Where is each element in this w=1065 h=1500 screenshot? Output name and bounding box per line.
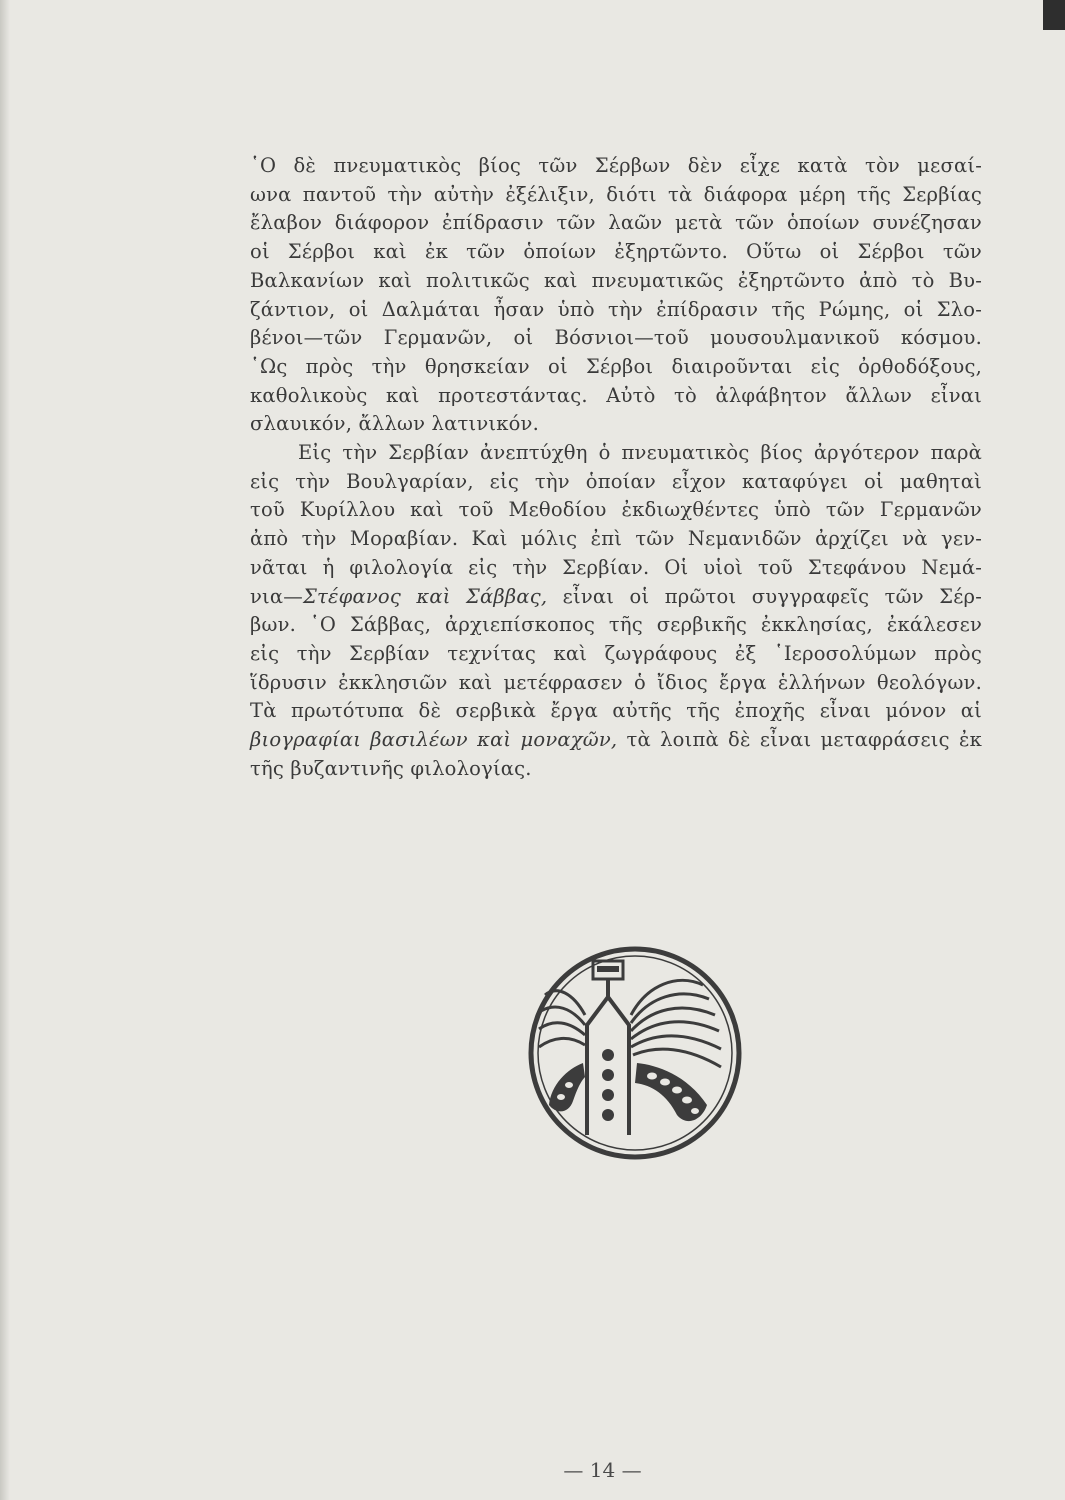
text-line-mixed	[250, 583, 982, 612]
page-number: — 14 —	[563, 1458, 642, 1482]
text-line: ωνα παντοῦ τὴν αὐτὴν ἐξέλιξιν, διότι τὰ διάφορα μέρη τῆς Σερβίας	[250, 182, 982, 206]
italic-phrase: βιογραφίαι βασιλέων καὶ μοναχῶν,	[250, 728, 618, 752]
text-line: τοῦ Κυρίλλου καὶ τοῦ Μεθοδίου ἐκδιωχθέντες ὑπὸ τῶν Γερμανῶν	[250, 498, 982, 522]
publisher-emblem-icon	[527, 945, 743, 1161]
text-line: τῆς βυζαντινῆς φιλολογίας.	[250, 756, 532, 780]
paragraph-2	[250, 439, 982, 783]
main-text	[250, 152, 982, 783]
text-line: οἱ Σέρβοι καὶ ἐκ τῶν ὁποίων ἐξηρτῶντο. Οὕτω οἱ Σέρβοι τῶν	[250, 240, 982, 264]
text-line: καθολικοὺς καὶ προτεστάντας. Αὐτὸ τὸ ἀλφάβητον ἄλλων εἶναι	[250, 383, 982, 407]
text-line: ἔλαβον διάφορον ἐπίδρασιν τῶν λαῶν μετὰ τῶν ὁποίων συνέζησαν	[250, 211, 982, 235]
text-line: βων. ῾Ο Σάββας, ἀρχιεπίσκοπος τῆς σερβικῆς ἐκκλησίας, ἐκάλεσεν	[250, 613, 982, 637]
paragraph-1	[250, 152, 982, 439]
text-segment: εἶναι οἱ πρῶτοι συγγραφεῖς τῶν Σέρ-	[547, 584, 982, 608]
page-edge-shadow	[0, 0, 10, 1500]
text-segment: τὰ λοιπὰ δὲ εἶναι μεταφράσεις ἐκ	[617, 728, 982, 752]
text-segment: νια—	[250, 584, 303, 608]
italic-names: Στέφανος καὶ Σάββας,	[302, 584, 548, 608]
text-line: ἵδρυσιν ἐκκλησιῶν καὶ μετέφρασεν ὁ ἴδιος ἔργα ἑλλήνων θεολόγων.	[250, 670, 982, 694]
text-line: σλαυικόν, ἄλλων λατινικόν.	[250, 412, 539, 436]
text-line: Εἰς τὴν Σερβίαν ἀνεπτύχθη ὁ πνευματικὸς βίος ἀργότερον παρὰ	[298, 441, 982, 465]
text-line: βένοι—τῶν Γερμανῶν, οἱ Βόσνιοι—τοῦ μουσουλμανικοῦ κόσμου.	[250, 326, 982, 350]
text-line: ῾Ο δὲ πνευματικὸς βίος τῶν Σέρβων δὲν εἶχε κατὰ τὸν μεσαί-	[250, 154, 982, 177]
text-line: εἰς τὴν Βουλγαρίαν, εἰς τὴν ὁποίαν εἶχον καταφύγει οἱ μαθηταὶ	[250, 469, 982, 493]
scan-corner	[1043, 0, 1065, 30]
text-line: νᾶται ἡ φιλολογία εἰς τὴν Σερβίαν. Οἱ υἱοὶ τοῦ Στεφάνου Νεμά-	[250, 555, 982, 579]
text-line: ἀπὸ τὴν Μοραβίαν. Καὶ μόλις ἐπὶ τῶν Νεμανιδῶν ἀρχίζει νὰ γεν-	[250, 527, 982, 551]
text-line: ῾Ως πρὸς τὴν θρησκείαν οἱ Σέρβοι διαιροῦνται εἰς ὀρθοδόξους,	[250, 354, 982, 378]
text-line: ζάντιον, οἱ Δαλμάται ἦσαν ὑπὸ τὴν ἐπίδρασιν τῆς Ρώμης, οἱ Σλο-	[250, 297, 982, 321]
text-line: Τὰ πρωτότυπα δὲ σερβικὰ ἔργα αὐτῆς τῆς ἐποχῆς εἶναι μόνον αἱ	[250, 699, 982, 723]
text-line: Βαλκανίων καὶ πολιτικῶς καὶ πνευματικῶς ἐξηρτῶντο ἀπὸ τὸ Βυ-	[250, 268, 982, 292]
text-line-mixed	[250, 726, 982, 755]
text-line: εἰς τὴν Σερβίαν τεχνίτας καὶ ζωγράφους ἐξ ῾Ιεροσολύμων πρὸς	[250, 641, 982, 665]
